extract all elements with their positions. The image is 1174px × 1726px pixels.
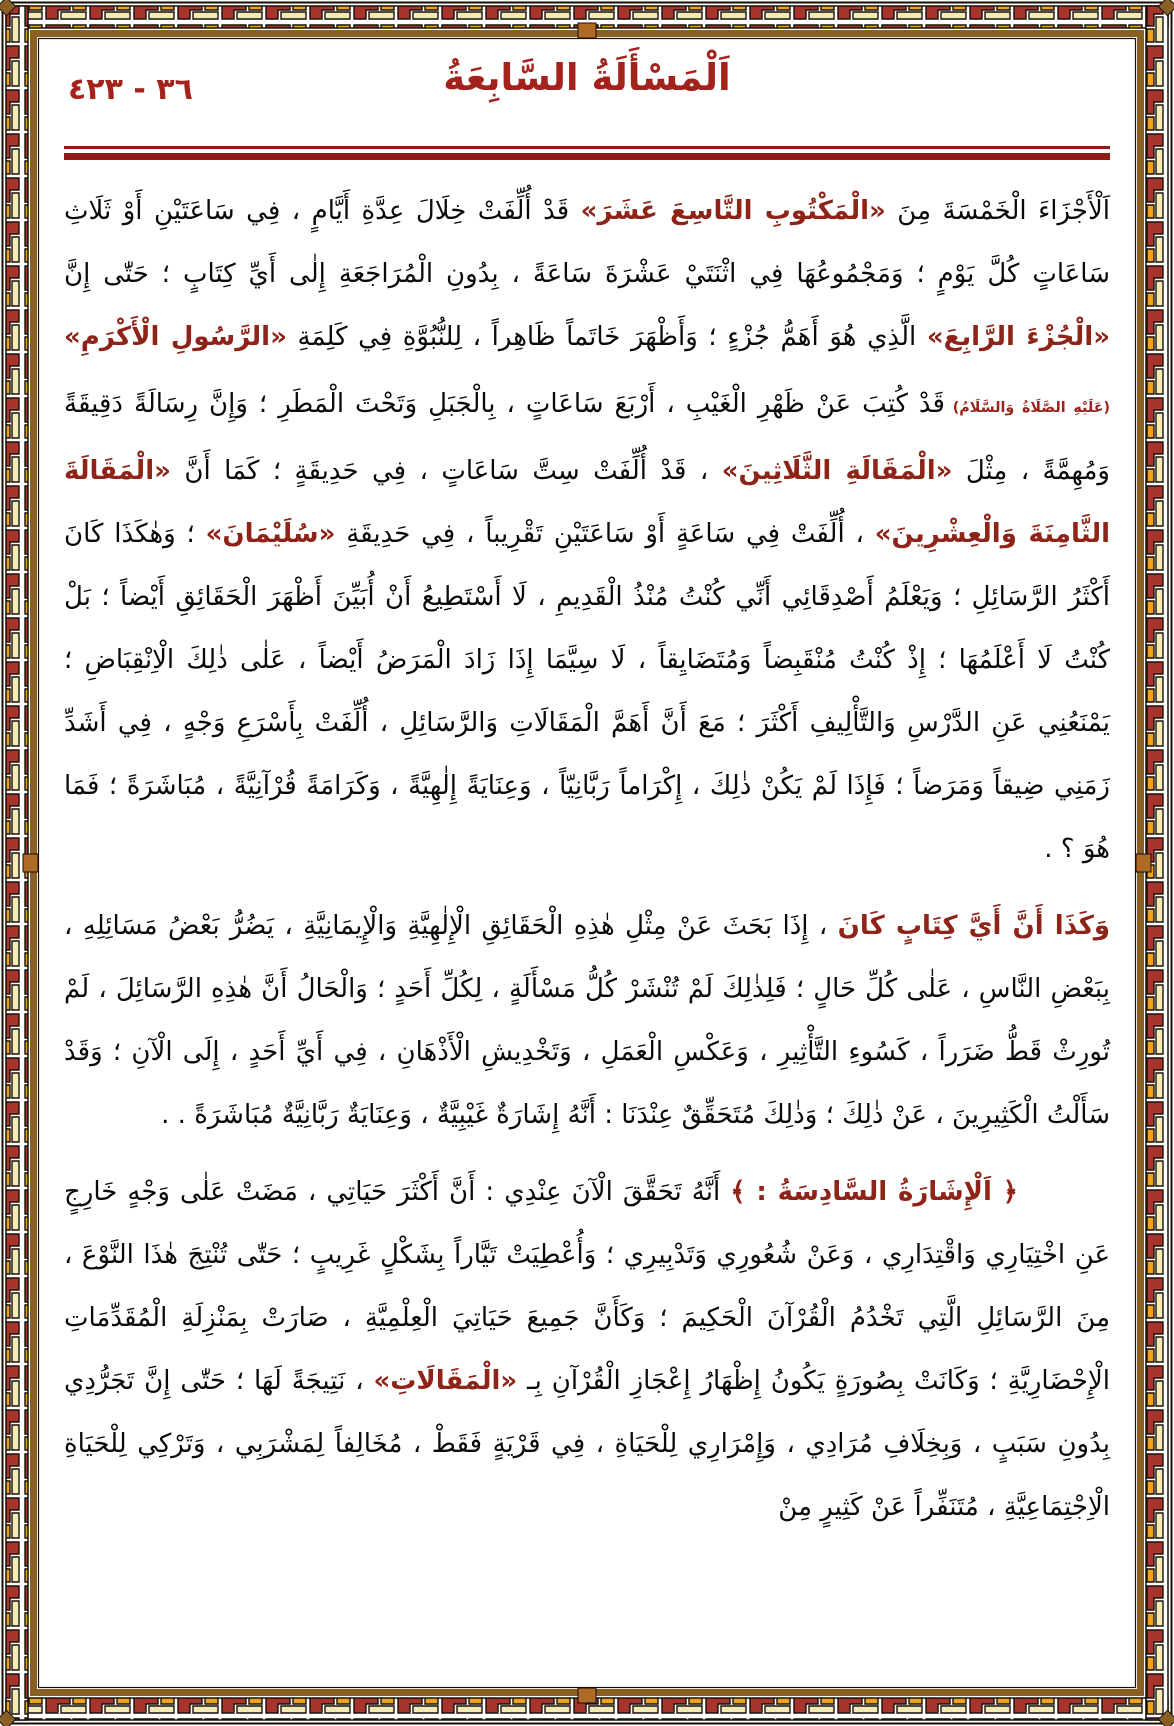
text-segment: ؛ وَهٰكَذَا كَانَ أَكْثَرُ الرَّسَائِلِ ؛ وَيَعْلَمُ أَصْدِقَائِي أَنِّي كُنْتُ مُنْذُ الْقَدِيمِ ، لَا أَسْتَطِيعُ أَنْ أُبَيِّنَ أَظْهَرَ الْحَقَائِقِ أَيْضاً ؛ بَلْ كُنْتُ لَا أَعْلَمُهَا ؛ إِذْ كُنْتُ مُنْقَبِضاً وَمُتَضَايِقاً ، لَا سِيَّمَا إِذَا زَادَ الْمَرَضُ أَيْضاً ، عَلٰى ذٰلِكَ الْاِنْقِبَاضِ ؛ يَمْنَعُنِي عَنِ الدَّرْسِ وَالتَّأْلِيفِ أَكْثَرَ ؛ مَعَ أَنَّ أَهَمَّ الْمَقَالَاتِ وَالرَّسَائِلِ ، أُلِّفَتْ بِأَسْرَعِ وَجْهٍ ، فِي أَشَدِّ زَمَنِي ضِيقاً وَمَرَضاً ؛ فَإِذَا لَمْ يَكُنْ ذٰلِكَ ، إِكْرَاماً رَبَّانِيّاً ، وَعِنَايَةً إِلٰهِيَّةً ، وَكَرَامَةً قُرْآنِيَّةً ، مُبَاشَرَةً ؛ فَمَا هُوَ ؟ . <box>64 519 1110 864</box>
highlight-segment: «الْجُزْءَ الرَّابِعَ» <box>926 322 1110 352</box>
highlight-segment: «سُلَيْمَانَ» <box>205 519 336 549</box>
highlight-segment: «الْمَقَالَةَ الثَّامِنَةَ وَالْعِشْرِينَ» <box>64 456 1110 549</box>
paragraph-1 <box>64 180 1110 881</box>
salawat-seal: (عَلَيْهِ الصَّلَاةُ وَالسَّلَامُ) <box>945 400 1110 416</box>
highlight-segment: «الرَّسُولِ الْأَكْرَمِ» <box>64 322 287 352</box>
highlight-segment: «الْمَكْتُوبِ التَّاسِعَ عَشَرَ» <box>580 196 886 226</box>
text-segment: الَّذِي هُوَ أَهَمُّ جُزْءٍ ؛ وَأَظْهَرَ خَاتَماً ظَاهِراً ، لِلنُّبُوَّةِ فِي كَلِمَةِ <box>286 322 927 352</box>
text-segment: أَنَّهُ تَحَقَّقَ الْآنَ عِنْدِي : أَنَّ أَكْثَرَ حَيَاتِي ، مَضَتْ عَلٰى وَجْهٍ خَارِجٍ عَنِ اخْتِيَارِي وَاقْتِدَارِي ، وَعَنْ شُعُورِي وَتَدْبِيرِي ؛ وَأُعْطِيَتْ تَيَّاراً بِشَكْلٍ غَرِيبٍ ؛ حَتّٰى تُنْتِجَ هٰذَا النَّوْعَ ، مِنَ الرَّسَائِلِ الَّتِي تَخْدُمُ الْقُرْآنَ الْحَكِيمَ ؛ وَكَأَنَّ جَمِيعَ حَيَاتِيَ الْعِلْمِيَّةِ ، صَارَتْ بِمَنْزِلَةِ الْمُقَدِّمَاتِ الْإِحْضَارِيَّةِ ؛ وَكَانَتْ بِصُورَةٍ يَكُونُ إِظْهَارُ إِعْجَازِ الْقُرْآنِ بِـ <box>64 1177 1111 1396</box>
text-segment: قَدْ أُلِّفَتْ خِلَالَ عِدَّةِ أَيَّامٍ ، فِي سَاعَتَيْنِ أَوْ ثَلَاثِ سَاعَاتٍ كُلَّ يَوْمٍ ؛ وَمَجْمُوعُهَا فِي اثْنَتَيْ عَشْرَةَ سَاعَةً ، بِدُونِ الْمُرَاجَعَةِ إِلٰى أَيِّ كِتَابٍ ؛ حَتّٰى إِنَّ <box>64 196 1110 289</box>
page-content <box>64 46 1110 1682</box>
page-number: ٣٦ - ٤٢٣ <box>68 72 193 107</box>
text-segment: ، أُلِّفَتْ فِي سَاعَةٍ أَوْ سَاعَتَيْنِ تَقْرِيباً ، فِي حَدِيقَةِ <box>335 519 875 549</box>
highlight-segment: «الْمَقَالَةِ الثَّلَاثِينَ» <box>721 456 953 486</box>
paragraph-2 <box>64 895 1110 1147</box>
header-divider <box>64 146 1110 160</box>
highlight-segment: ﴿ اَلْإِشَارَةُ السَّادِسَةُ : ﴾ <box>730 1177 1018 1207</box>
text-segment: ، نَتِيجَةً لَهَا ؛ حَتّٰى إِنَّ تَجَرُّدِي بِدُونِ سَبَبٍ ، وَبِخِلَافِ مُرَادِي ، وَإِمْرَارِي لِلْحَيَاةِ ، فِي قَرْيَةٍ فَقَطْ ، مُخَالِفاً لِمَشْرَبِي ، وَتَرْكِي لِلْحَيَاةِ الْاِجْتِمَاعِيَّةِ ، مُتَنَفِّراً عَنْ كَثِيرٍ مِنْ <box>64 1366 1110 1522</box>
text-segment: ، إِذَا بَحَثَ عَنْ مِثْلِ هٰذِهِ الْحَقَائِقِ الْإِلٰهِيَّةِ وَالْإِيمَانِيَّةِ ، يَضُرُّ بَعْضُ مَسَائِلِهِ ، بِبَعْضِ النَّاسِ ، عَلٰى كُلِّ حَالٍ ؛ فَلِذٰلِكَ لَمْ تُنْشَرْ كُلُّ مَسْأَلَةٍ ، لِكُلِّ أَحَدٍ ؛ وَالْحَالُ أَنَّ هٰذِهِ الرَّسَائِلَ ، لَمْ تُورِثْ قَطُّ ضَرَراً ، كَسُوءِ التَّأْثِيرِ ، وَعَكْسِ الْعَمَلِ ، وَتَخْدِيشِ الْأَذْهَانِ ، فِي أَيِّ أَحَدٍ ، إِلَى الْآنِ ؛ وَقَدْ سَأَلْتُ الْكَثِيرِينَ ، عَنْ ذٰلِكَ ؛ وَذٰلِكَ مُتَحَقِّقٌ عِنْدَنَا : أَنَّهُ إِشَارَةٌ غَيْبِيَّةٌ ، وَعِنَايَةٌ رَبَّانِيَّةٌ مُبَاشَرَةً . . <box>64 911 1110 1130</box>
highlight-segment: «الْمَقَالَاتِ» <box>373 1366 518 1396</box>
page-title: اَلْمَسْأَلَةُ السَّابِعَةُ <box>443 56 731 99</box>
paragraph-3 <box>64 1161 1110 1539</box>
body-text <box>64 180 1110 1539</box>
text-segment: اَلْأَجْزَاءَ الْخَمْسَةَ مِنَ <box>885 196 1111 226</box>
text-segment: ، قَدْ أُلِّفَتْ سِتَّ سَاعَاتٍ ، فِي حَدِيقَةٍ ؛ كَمَا أَنَّ <box>170 456 722 486</box>
page-header <box>64 46 1110 138</box>
text-segment: قَدْ كُتِبَ عَنْ ظَهْرِ الْغَيْبِ ، أَرْبَعَ سَاعَاتٍ ، بِالْجَبَلِ وَتَحْتَ الْمَطَرِ ؛ وَإِنَّ رِسَالَةً دَقِيقَةً وَمُهِمَّةً ، مِثْلَ <box>64 389 1110 486</box>
highlight-segment: وَكَذَا أَنَّ أَيَّ كِتَابٍ كَانَ <box>837 911 1110 941</box>
